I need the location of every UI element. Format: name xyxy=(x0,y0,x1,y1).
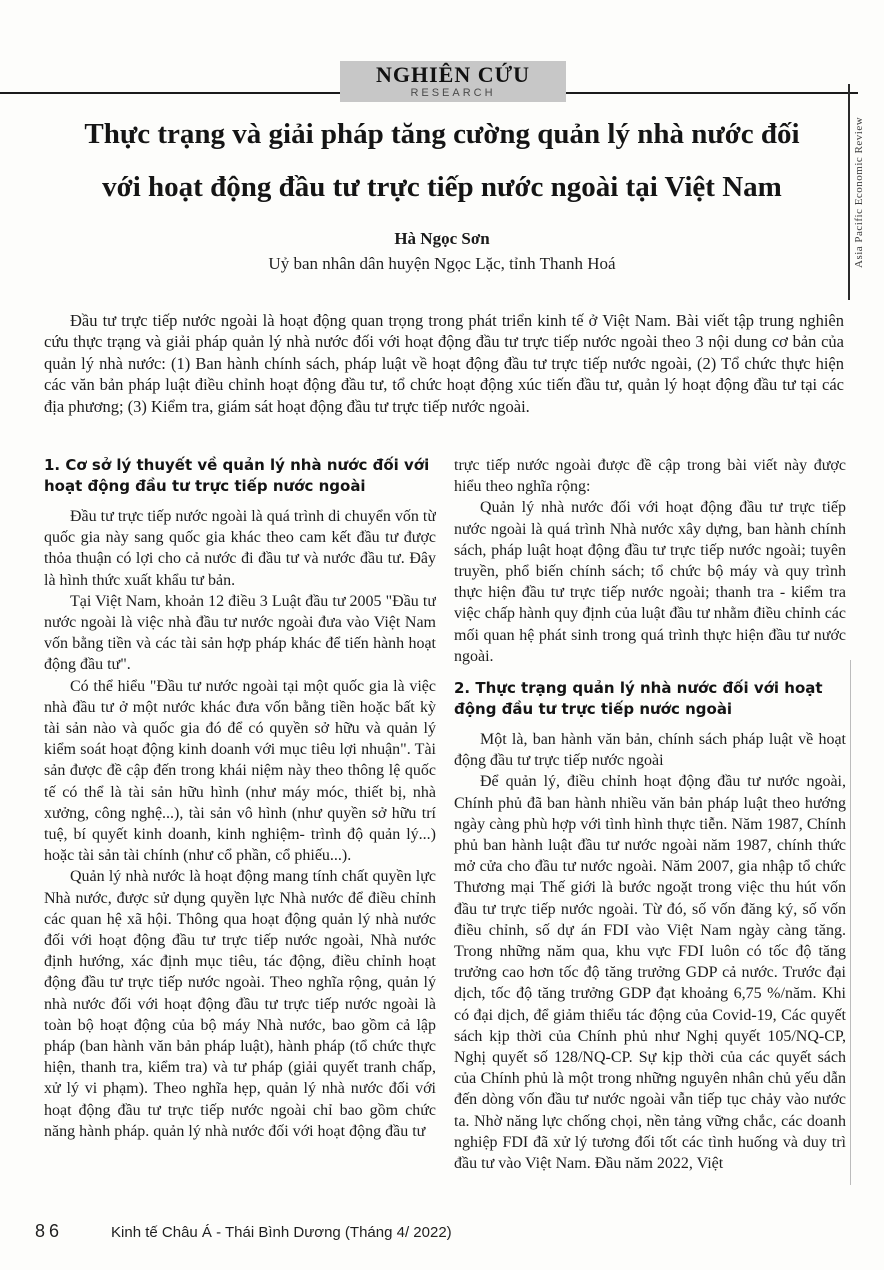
badge-title: NGHIÊN CỨU xyxy=(375,62,531,87)
section-1-paragraph-1: Đầu tư trực tiếp nước ngoài là quá trình di chuyển vốn từ quốc gia này sang quốc gia khác theo cam kết đầu tư được thỏa thuận có lợi cho cả nước đi đầu tư và nước đầu tư. Đây là hình thức xuất khẩu tư bản. xyxy=(44,508,436,589)
page-footer xyxy=(35,1221,845,1242)
section-1-paragraph-3: Có thể hiểu "Đầu tư nước ngoài tại một quốc gia là việc nhà đầu tư ở một nước khác đưa vốn bằng tiền hoặc bất kỳ tài sản nào và quốc gia đó để có quyền sở hữu và quản lý kiểm soát hoạt động kinh doanh với mục tiêu lợi nhuận". Tài sản được đề cập đến trong khái niệm này theo thông lệ quốc tế có thể là tài sản hữu hình (như máy móc, thiết bị, nhà xưởng, công nghệ...), tài sản vô hình (như quyền sở hữu trí tuệ, bí quyết kinh doanh, kinh nghiệm- trình độ quản lý...) hoặc tài sản tài chính (như cổ phần, cổ phiếu...). xyxy=(44,677,436,865)
author-affiliation: Uỷ ban nhân dân huyện Ngọc Lặc, tỉnh Thanh Hoá xyxy=(268,254,616,273)
author-name: Hà Ngọc Sơn xyxy=(394,229,490,248)
research-badge xyxy=(340,61,566,102)
section-2-paragraph-2: Để quản lý, điều chỉnh hoạt động đầu tư nước ngoài, Chính phủ đã ban hành nhiều văn bản pháp luật theo hướng ngày càng phù hợp với tình hình thực tiễn. Năm 1987, Chính phủ ban hành luật đầu tư nước ngoài năm 1987, chính thức mở cửa cho đầu tư nước ngoài. Năm 2007, gia nhập tổ chức Thương mại Thế giới là bước ngoặt trong việc thu hút vốn đầu tư trực tiếp nước ngoài. Từ đó, số vốn đăng ký, số vốn điều chỉnh, số dự án FDI vào Việt Nam ngày càng tăng. Trong những năm qua, khu vực FDI luôn có tốc độ tăng trưởng cao hơn tốc độ tăng trưởng GDP cả nước. Trước đại dịch, tốc độ tăng trưởng GDP đạt khoảng 6,75 %/năm. Khi có đại dịch, để giảm thiểu tác động của Covid-19, Các quyết sách kịp thời của Chính phủ như Nghị quyết 105/NQ-CP, Nghị quyết số 128/NQ-CP. Sự kịp thời của các quyết sách của Chính phủ là một trong những nguyên nhân chủ yếu dẫn đến dòng vốn đầu tư nước ngoài vẫn tiếp tục chảy vào nước ta. Nhờ năng lực chống chọi, nền tảng vững chắc, các doanh nghiệp FDI đã xử lý tương đối tốt các tình huống và duy trì đầu tư vào Việt Nam. Đầu năm 2022, Việt xyxy=(454,773,846,1173)
abstract-paragraph: Đầu tư trực tiếp nước ngoài là hoạt động quan trọng trong phát triển kinh tế ở Việt Nam. Bài viết tập trung nghiên cứu thực trạng và giải pháp quản lý nhà nước đối với hoạt động đầu tư trực tiếp nước ngoài theo 3 nội dung cơ bản của quản lý nhà nước: (1) Ban hành chính sách, pháp luật về hoạt động đầu tư trực tiếp nước ngoài, (2) Tổ chức thực hiện các văn bản pháp luật điều chỉnh hoạt động đầu tư, tổ chức hoạt động xúc tiến đầu tư, quản lý hoạt động đầu tư tại các địa phương; (3) Kiểm tra, giám sát hoạt động đầu tư trực tiếp nước ngoài. xyxy=(44,311,844,416)
sidebar-rule xyxy=(848,84,850,300)
section-1-paragraph-4: Quản lý nhà nước là hoạt động mang tính chất quyền lực Nhà nước, được sử dụng quyền lực Nhà nước để điều chỉnh các quan hệ xã hội. Thông qua hoạt động quản lý nhà nước đối với hoạt động đầu tư trực tiếp nước ngoài, Nhà nước định hướng, xác định mục tiêu, tác động, điều chỉnh hoạt động đầu tư trực tiếp nước ngoài. Theo nghĩa rộng, quản lý nhà nước đối với hoạt động đầu tư trực tiếp nước ngoài là toàn bộ hoạt động của bộ máy Nhà nước, bao gồm cả lập pháp (ban hành văn bản pháp luật), hành pháp (tổ chức thực hiện, thanh tra, kiểm tra) và tư pháp (giải quyết tranh chấp, xử lý vi phạm). Theo nghĩa hẹp, quản lý nhà nước đối với hoạt động đầu tư trực tiếp nước ngoài chỉ bao gồm chức năng hành pháp. quản lý nhà nước đối với hoạt động đầu tư xyxy=(44,868,436,1140)
column-left xyxy=(44,455,436,1203)
section-2-heading: 2. Thực trạng quản lý nhà nước đối với hoạt động đầu tư trực tiếp nước ngoài xyxy=(454,679,823,719)
section-2-paragraph-1: Một là, ban hành văn bản, chính sách pháp luật về hoạt động đầu tư trực tiếp nước ngoài xyxy=(454,731,846,770)
article-body xyxy=(44,455,846,1203)
section-1-heading: 1. Cơ sở lý thuyết về quản lý nhà nước đối với hoạt động đầu tư trực tiếp nước ngoài xyxy=(44,456,430,495)
journal-vertical-label: Asia Pacific Economic Review xyxy=(853,116,865,268)
section-1-paragraph-5: Quản lý nhà nước đối với hoạt động đầu tư trực tiếp nước ngoài là quá trình Nhà nước xây dựng, ban hành chính sách, pháp luật hoạt động đầu tư trực tiếp nước ngoài; tuyên truyền, phổ biến chính sách; tổ chức bộ máy và quy trình thực hiện đầu tư trực tiếp nước ngoài; thanh tra - kiểm tra việc chấp hành quy định của luật đầu tư nhằm điều chỉnh các mối quan hệ phát sinh trong quá trình thực hiện đầu tư nước ngoài. xyxy=(454,499,846,665)
column-right xyxy=(454,455,846,1203)
page-number: 86 xyxy=(35,1221,64,1241)
journal-name: Kinh tế Châu Á - Thái Bình Dương (Tháng 4/ 2022) xyxy=(111,1224,452,1241)
section-1-paragraph-2: Tại Việt Nam, khoản 12 điều 3 Luật đầu tư 2005 "Đầu tư nước ngoài là việc nhà đầu tư nước ngoài đưa vào Việt Nam vốn bằng tiền và các tài sản hợp pháp khác để tiến hành hoạt động đầu tư". xyxy=(44,592,436,674)
section-1-paragraph-4-continued: trực tiếp nước ngoài được đề cập trong bài viết này được hiểu theo nghĩa rộng: xyxy=(454,457,846,496)
badge-subtitle: RESEARCH xyxy=(410,87,496,99)
scan-edge-line xyxy=(850,660,851,1185)
title-line-2: với hoạt động đầu tư trực tiếp nước ngoài tại Việt Nam xyxy=(102,171,782,203)
article-title xyxy=(42,108,842,214)
title-line-1: Thực trạng và giải pháp tăng cường quản lý nhà nước đối xyxy=(84,118,800,150)
